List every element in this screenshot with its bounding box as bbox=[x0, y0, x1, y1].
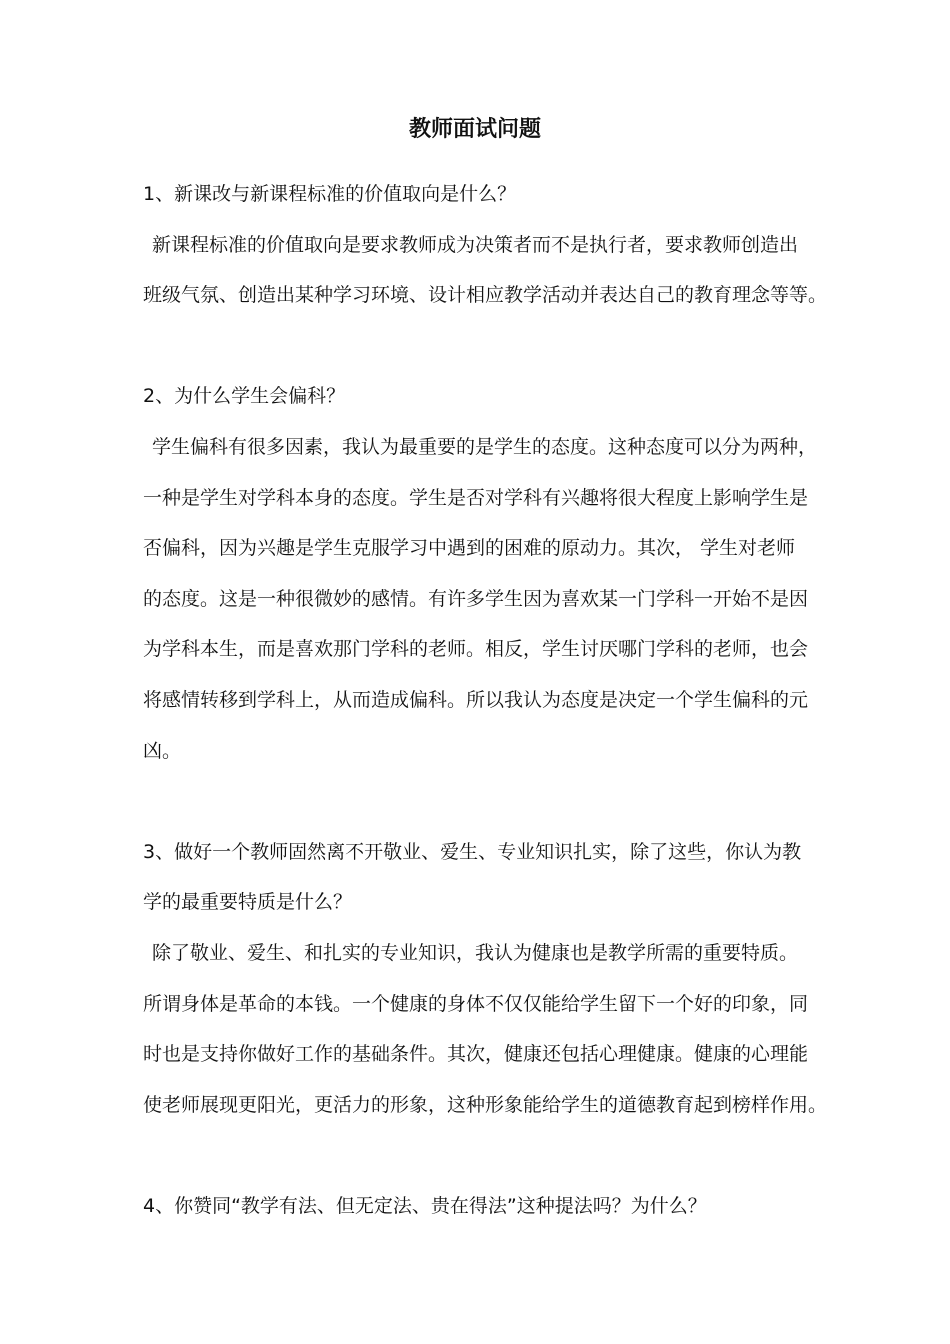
question-4-line-1: 4、你赞同“教学有法、但无定法、贵在得法”这种提法吗？为什么？ bbox=[143, 1194, 707, 1217]
answer-2-line-3: 否偏科，因为兴趣是学生克服学习中遇到的困难的原动力。其次， 学生对老师 bbox=[143, 537, 796, 560]
paragraph-spacer bbox=[143, 776, 811, 827]
paragraph-spacer bbox=[143, 1130, 811, 1181]
answer-3-line-4: 使老师展现更阳光，更活力的形象，这种形象能给学生的道德教育起到榜样作用。 bbox=[143, 1093, 828, 1116]
question-3-line-2: 学的最重要特质是什么？ bbox=[143, 891, 353, 914]
answer-1-line-1: 新课程标准的价值取向是要求教师成为决策者而不是执行者，要求教师创造出 bbox=[152, 233, 799, 256]
section-2 bbox=[143, 371, 818, 776]
section-3 bbox=[143, 827, 828, 1131]
answer-2-line-5: 为学科本生，而是喜欢那门学科的老师。相反，学生讨厌哪门学科的老师，也会 bbox=[143, 638, 809, 661]
document-body bbox=[143, 169, 828, 1231]
answer-2-line-1: 学生偏科有很多因素，我认为最重要的是学生的态度。这种态度可以分为两种， bbox=[152, 435, 818, 458]
answer-2-line-2: 一种是学生对学科本身的态度。学生是否对学科有兴趣将很大程度上影响学生是 bbox=[143, 486, 809, 509]
answer-3-line-1: 除了敬业、爱生、和扎实的专业知识，我认为健康也是教学所需的重要特质。 bbox=[152, 941, 799, 964]
answer-2-line-7: 凶。 bbox=[143, 739, 182, 762]
answer-3-line-2: 所谓身体是革命的本钱。一个健康的身体不仅仅能给学生留下一个好的印象，同 bbox=[143, 992, 809, 1015]
question-3-line-1: 3、做好一个教师固然离不开敬业、爱生、专业知识扎实，除了这些，你认为教 bbox=[143, 840, 802, 863]
document-title: 教师面试问题 bbox=[408, 117, 541, 142]
answer-2-line-4: 的态度。这是一种很微妙的感情。有许多学生因为喜欢某一门学科一开始不是因 bbox=[143, 587, 809, 610]
paragraph-spacer bbox=[143, 321, 811, 372]
section-4 bbox=[143, 1181, 811, 1232]
answer-2-line-6: 将感情转移到学科上，从而造成偏科。所以我认为态度是决定一个学生偏科的元 bbox=[143, 688, 809, 711]
answer-1-line-2: 班级气氛、创造出某种学习环境、设计相应教学活动并表达自己的教育理念等等。 bbox=[143, 284, 828, 307]
answer-3-line-3: 时也是支持你做好工作的基础条件。其次，健康还包括心理健康。健康的心理能 bbox=[143, 1043, 809, 1066]
question-2-line-1: 2、为什么学生会偏科？ bbox=[143, 385, 346, 408]
question-1-line-1: 1、新课改与新课程标准的价值取向是什么？ bbox=[143, 183, 517, 205]
section-1 bbox=[143, 169, 828, 321]
